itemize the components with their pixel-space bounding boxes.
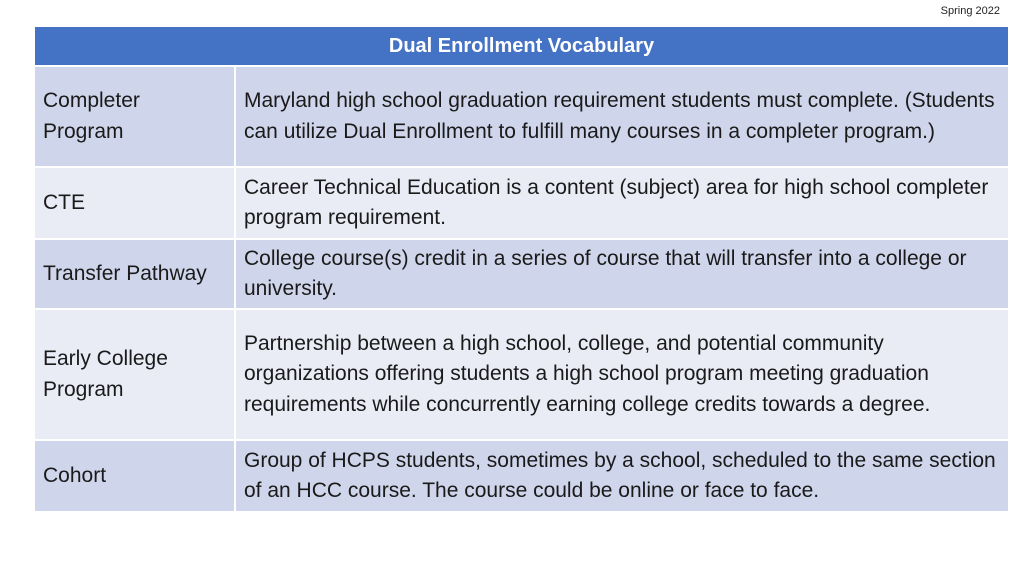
definition-cell: Career Technical Education is a content (subject) area for high school completer program requirement. (235, 167, 1009, 239)
definition-cell: Partnership between a high school, college, and potential community organizations offering students a high school program meeting graduation requirements while concurrently earning college credits towards a degree. (235, 309, 1009, 440)
definition-cell: Maryland high school graduation requirement students must complete. (Students can utilize Dual Enrollment to fulfill many courses in a completer program.) (235, 66, 1009, 167)
table-row (34, 167, 1009, 239)
table-row (34, 309, 1009, 440)
term-cell: Early College Program (34, 309, 235, 440)
term-cell: Cohort (34, 440, 235, 512)
definition-cell: College course(s) credit in a series of course that will transfer into a college or university. (235, 239, 1009, 309)
vocabulary-table (33, 25, 1010, 513)
table-row (34, 66, 1009, 167)
term-cell: Transfer Pathway (34, 239, 235, 309)
table-title: Dual Enrollment Vocabulary (34, 26, 1009, 66)
definition-cell: Group of HCPS students, sometimes by a school, scheduled to the same section of an HCC course. The course could be online or face to face. (235, 440, 1009, 512)
table-row (34, 440, 1009, 512)
table-header-row (34, 26, 1009, 66)
date-label: Spring 2022 (940, 5, 1000, 17)
term-cell: Completer Program (34, 66, 235, 167)
table-row (34, 239, 1009, 309)
term-cell: CTE (34, 167, 235, 239)
